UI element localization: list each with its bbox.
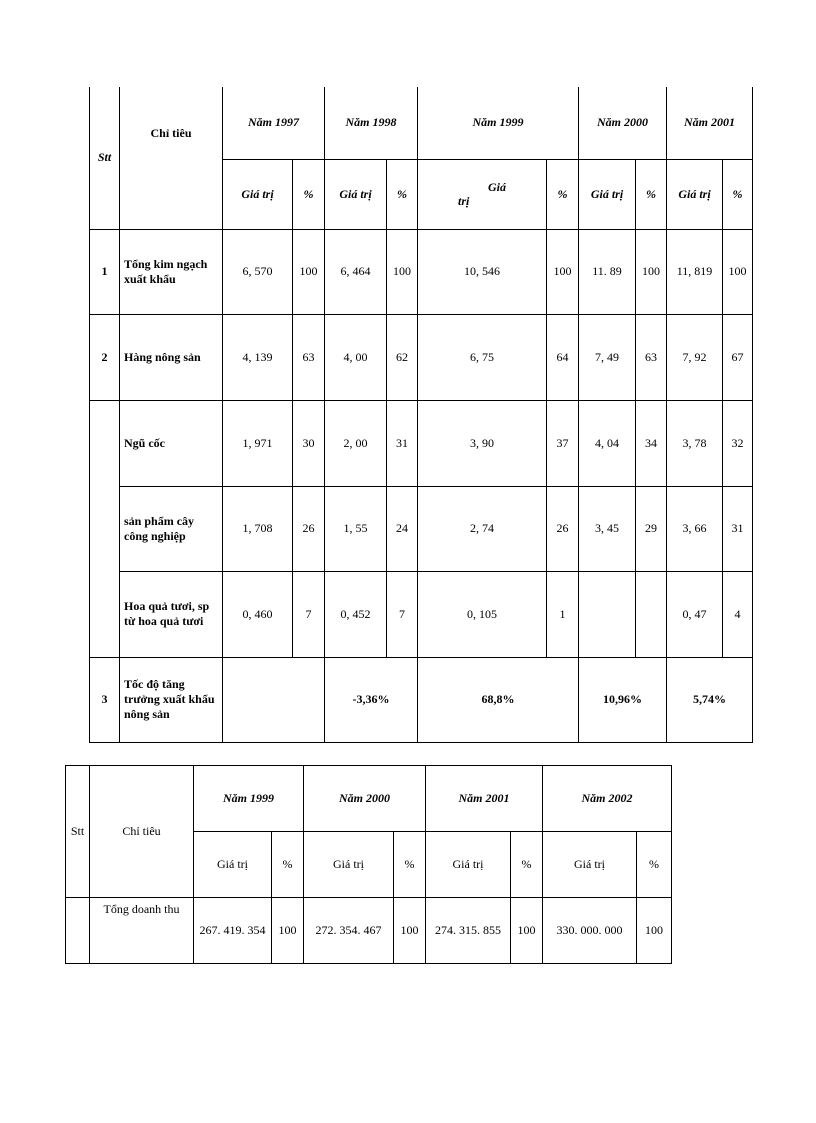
cell: 272. 354. 467 [304, 898, 394, 964]
header-chi-tieu [120, 87, 223, 229]
cell: 4, 00 [325, 314, 387, 400]
cell: 274. 315. 855 [426, 898, 511, 964]
header-year-1997: Năm 1997 [223, 87, 325, 159]
header-year-2000: Năm 2000 [304, 766, 426, 832]
cell: 32 [723, 400, 753, 486]
cell: 1, 55 [325, 486, 387, 571]
cell: 62 [387, 314, 418, 400]
cell: 100 [272, 898, 304, 964]
table-row-growth [90, 657, 753, 742]
subheader-value-split [418, 159, 547, 229]
cell: 37 [547, 400, 579, 486]
cell: 100 [394, 898, 426, 964]
cell: 31 [723, 486, 753, 571]
row-label: Tốc độ tăng trưởng xuất khẩu nông sản [120, 657, 223, 742]
cell: 3, 45 [579, 486, 636, 571]
cell: 0, 452 [325, 571, 387, 657]
header-year-1998: Năm 1998 [325, 87, 418, 159]
cell: 100 [293, 229, 325, 314]
cell: 100 [637, 898, 672, 964]
subheader-value: Giá trị [426, 832, 511, 898]
row-stt: 3 [90, 657, 120, 742]
header-stt: Stt [90, 87, 120, 229]
header-year-1999: Năm 1999 [418, 87, 579, 159]
cell: 2, 00 [325, 400, 387, 486]
cell: 30 [293, 400, 325, 486]
cell: 100 [511, 898, 543, 964]
subheader-value: Giá trị [579, 159, 636, 229]
table-row [90, 400, 753, 486]
row-label: Hàng nông sản [120, 314, 223, 400]
cell: 4, 139 [223, 314, 293, 400]
cell: 31 [387, 400, 418, 486]
row-label: Tổng doanh thu [90, 898, 194, 964]
row-stt: 2 [90, 314, 120, 400]
subheader-value: Giá trị [194, 832, 272, 898]
subheader-pct: % [547, 159, 579, 229]
cell [579, 571, 636, 657]
cell: 1, 708 [223, 486, 293, 571]
header-year-1999: Năm 1999 [194, 766, 304, 832]
cell: 267. 419. 354 [194, 898, 272, 964]
cell: 67 [723, 314, 753, 400]
table-row [90, 229, 753, 314]
subheader-pct: % [636, 159, 667, 229]
cell: 100 [723, 229, 753, 314]
cell: 330. 000. 000 [543, 898, 637, 964]
cell: 6, 464 [325, 229, 387, 314]
cell: 0, 47 [667, 571, 723, 657]
cell [636, 571, 667, 657]
cell: 34 [636, 400, 667, 486]
subheader-value: Giá trị [304, 832, 394, 898]
cell: 4, 04 [579, 400, 636, 486]
cell: 1, 971 [223, 400, 293, 486]
cell: 63 [293, 314, 325, 400]
subheader-value-part1: Giá [488, 179, 506, 194]
subheader-value: Giá trị [543, 832, 637, 898]
cell: 29 [636, 486, 667, 571]
table-row [90, 486, 753, 571]
cell: 64 [547, 314, 579, 400]
subheader-pct: % [723, 159, 753, 229]
cell: 24 [387, 486, 418, 571]
row-label: Tổng kim ngạch xuất khẩu [120, 229, 223, 314]
subheader-value: Giá trị [667, 159, 723, 229]
cell: 100 [636, 229, 667, 314]
growth-2000: 10,96% [579, 657, 667, 742]
cell: 100 [547, 229, 579, 314]
subheader-value: Giá trị [325, 159, 387, 229]
cell: 2, 74 [418, 486, 547, 571]
cell: 10, 546 [418, 229, 547, 314]
cell: 0, 105 [418, 571, 547, 657]
cell: 3, 90 [418, 400, 547, 486]
subheader-pct: % [637, 832, 672, 898]
table-row [90, 571, 753, 657]
row-stt [66, 898, 90, 964]
header-year-2001: Năm 2001 [426, 766, 543, 832]
row-label: sản phẩm cây công nghiệp [120, 486, 223, 571]
cell: 1 [547, 571, 579, 657]
cell: 7, 49 [579, 314, 636, 400]
cell: 26 [293, 486, 325, 571]
cell: 4 [723, 571, 753, 657]
cell: 7, 92 [667, 314, 723, 400]
subheader-pct: % [293, 159, 325, 229]
cell: 11. 89 [579, 229, 636, 314]
cell: 6, 570 [223, 229, 293, 314]
subheader-pct: % [272, 832, 304, 898]
cell: 3, 78 [667, 400, 723, 486]
cell: 3, 66 [667, 486, 723, 571]
cell: 26 [547, 486, 579, 571]
revenue-table [65, 765, 672, 964]
table-row [66, 898, 672, 964]
cell: 0, 460 [223, 571, 293, 657]
cell: 100 [387, 229, 418, 314]
growth-2001: 5,74% [667, 657, 753, 742]
growth-1999: 68,8% [418, 657, 579, 742]
growth-1998: -3,36% [325, 657, 418, 742]
row-stt [90, 400, 120, 657]
header-stt: Stt [66, 766, 90, 898]
subheader-pct: % [394, 832, 426, 898]
row-label: Ngũ cốc [120, 400, 223, 486]
row-stt: 1 [90, 229, 120, 314]
export-table [89, 87, 753, 743]
header-chi-tieu-text: Chỉ tiêu [150, 126, 192, 141]
header-year-2001: Năm 2001 [667, 87, 753, 159]
header-year-2000: Năm 2000 [579, 87, 667, 159]
subheader-value-part2: trị [458, 193, 470, 208]
cell: 7 [387, 571, 418, 657]
cell: 6, 75 [418, 314, 547, 400]
subheader-pct: % [511, 832, 543, 898]
subheader-value: Giá trị [223, 159, 293, 229]
cell: 11, 819 [667, 229, 723, 314]
subheader-pct: % [387, 159, 418, 229]
growth-1997 [223, 657, 325, 742]
cell: 7 [293, 571, 325, 657]
header-year-2002: Năm 2002 [543, 766, 672, 832]
cell: 63 [636, 314, 667, 400]
row-label: Hoa quả tươi, sp từ hoa quả tươi [120, 571, 223, 657]
table-row [90, 314, 753, 400]
header-chi-tieu: Chỉ tiêu [90, 766, 194, 898]
